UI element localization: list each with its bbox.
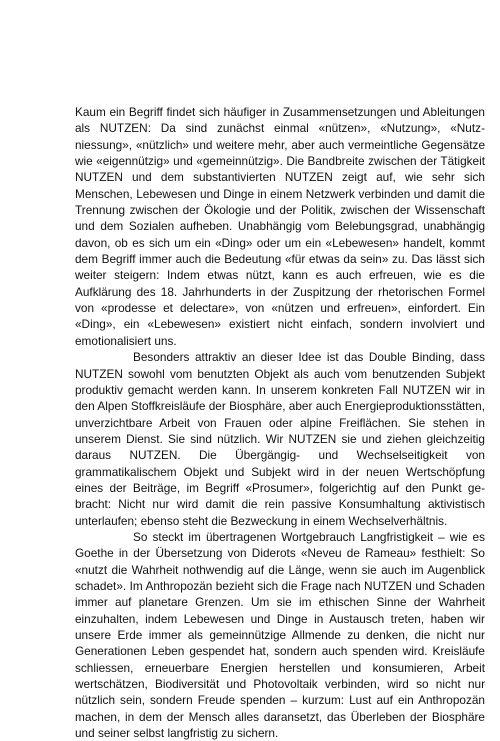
text-column (75, 104, 485, 741)
paragraph-3: So steckt im übertragenen Wortgebrauch Langfristigkeit – wie es Goethe in der Übersetzung von Diderots «Neveu de Rameau» festhielt: So «nutzt die Wahrheit nothwendig auf die Länge, wenn sie auch im Augenblick schadet». Im Anthropozän bezieht sich die Frage nach NUTZEN und Schaden immer auf planetare Grenzen. Um sie im ethischen Sinne der Wahrheit einzuhalten, indem Lebewesen und Dinge in Austausch treten, haben wir unsere Erde immer als gemeinnützige Allmende zu denken, die nicht nur Generationen Leben gespendet hat, sondern auch spenden wird. Kreisläufe schliessen, erneuerbare Energien herstellen und konsumieren, Arbeit wertschätzen, Biodiversität und Photovoltaik verbinden, wird so nicht nur nützlich sein, sondern Freude spenden – kurzum: Lust auf ein Anthropozän machen, in dem der Mensch alles daransetzt, das Überleben der Biosphäre und seiner selbst langfristig zu sichern. (75, 529, 485, 741)
paragraph-2: Besonders attraktiv an dieser Idee ist das Double Binding, dass NUTZEN sowohl vom benutzten Objekt als auch vom benutzenden Subjekt produktiv gemacht werden kann. In unserem konkreten Fall NUTZEN wir in den Alpen Stoffkreisläufe der Biosphäre, aber auch Energieproduktionsstätten, unverzichtbare Arbeit von Frauen oder alpine Freiflächen. Sie stehen in unserem Dienst. Sie sind nützlich. Wir NUTZEN sie und ziehen gleichzeitig daraus NUTZEN. Die Übergängig- und Wechselseitigkeit von grammatikalischem Objekt und Subjekt wird in der neuen Wertschöpfung eines der Beiträge, im Begriff «Prosumer», folgerichtig auf den Punkt gebracht: Nicht nur wird damit die rein passive Konsumhaltung aktivistisch unterlaufen; ebenso steht die Bezweckung in einem Wechselverhältnis. (75, 350, 485, 528)
paragraph-1: Kaum ein Begriff findet sich häufiger in Zusammensetzungen und Ableitungen als NUTZEN: Da sind zunächst einmal «nützen», «Nutzung», «Nutzniessung», «nützlich» und weitere mehr, aber auch vermeintliche Gegensätze wie «eigennützig» und «gemeinnützig». Die Bandbreite zwischen der Tätigkeit NUTZEN und dem substantivierten NUTZEN zeigt auf, wie sehr sich Menschen, Lebewesen und Dinge in einem Netzwerk verbinden und damit die Trennung zwischen der Ökologie und der Politik, zwischen der Wissenschaft und dem Sozialen aufheben. Unabhängig vom Belebungsgrad, unabhängig davon, ob es sich um ein «Ding» oder um ein «Lebewesen» handelt, kommt dem Begriff immer auch die Bedeutung «für etwas da sein» zu. Das lässt sich weiter steigern: Indem etwas nützt, kann es auch erfreuen, wie es die Aufklärung des 18. Jahrhunderts in der Zuspitzung der rhetorischen Formel von «prodesse et delectare», von «nützen und erfreuen», einfordert. Ein «Ding», ein «Lebewesen» existiert nicht einfach, sondern involviert und emotionalisiert uns. (75, 105, 485, 348)
